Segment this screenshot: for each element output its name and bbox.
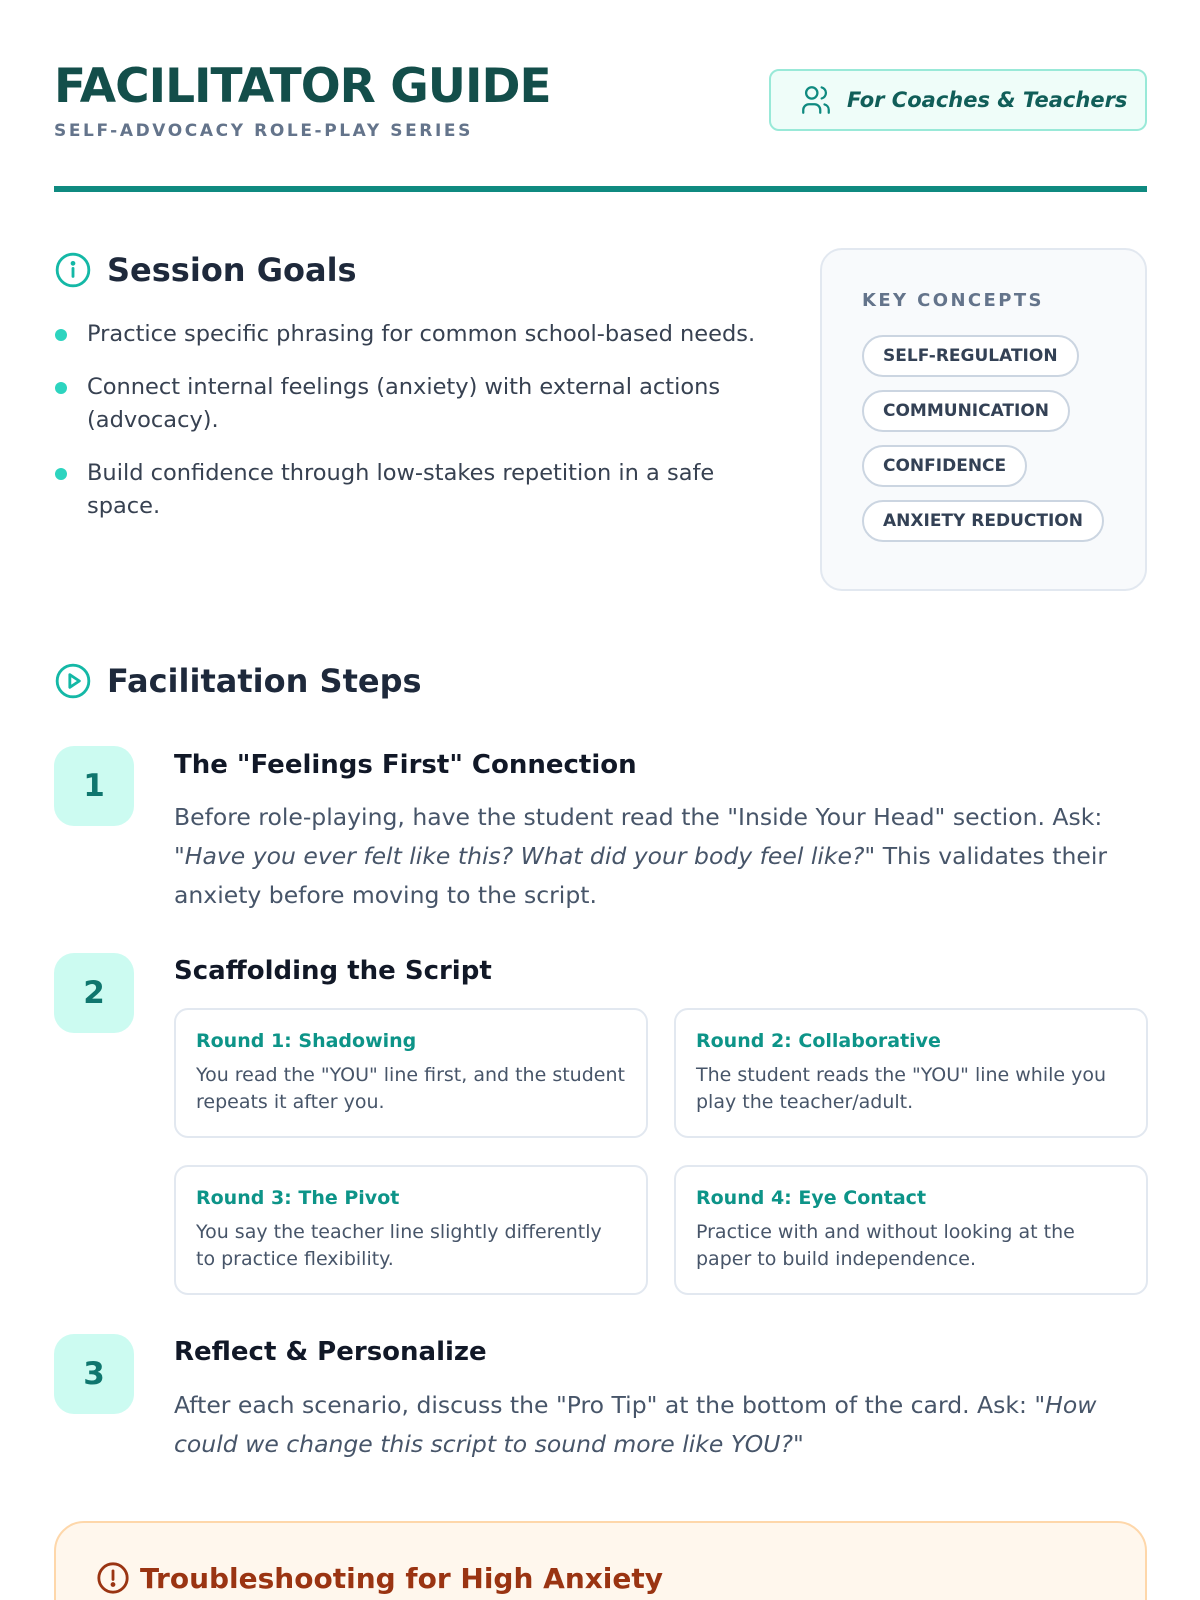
list-item: Connect internal feelings (anxiety) with external actions (advocacy). [54, 371, 764, 437]
step-quote: "Have you ever felt like this? What did your body feel like?" [174, 842, 876, 870]
step-title: The "Feelings First" Connection [174, 750, 637, 780]
round-title: Round 3: The Pivot [196, 1187, 400, 1209]
round-card [674, 1008, 1148, 1138]
concept-tag: ANXIETY REDUCTION [862, 500, 1104, 542]
list-item: Practice specific phrasing for common school-based needs. [54, 318, 764, 351]
step-title: Scaffolding the Script [174, 956, 492, 986]
list-item: Build confidence through low-stakes repetition in a safe space. [54, 457, 764, 523]
facilitation-steps-heading [54, 662, 422, 700]
users-icon [799, 82, 835, 118]
key-concepts-panel [820, 248, 1147, 591]
concept-tag: CONFIDENCE [862, 445, 1027, 487]
bullet-dot [55, 382, 67, 394]
alert-circle-icon [96, 1561, 130, 1595]
round-title: Round 1: Shadowing [196, 1030, 417, 1052]
round-card [674, 1165, 1148, 1295]
step-quote: "How could we change this script to sound more like YOU?" [174, 1391, 1097, 1458]
round-title: Round 2: Collaborative [696, 1030, 941, 1052]
round-title: Round 4: Eye Contact [696, 1187, 927, 1209]
page-title: FACILITATOR GUIDE [54, 59, 551, 114]
header-divider [54, 186, 1147, 192]
round-description: The student reads the "YOU" line while you play the teacher/adult. [696, 1064, 1107, 1113]
round-description: You say the teacher line slightly differently to practice flexibility. [196, 1221, 602, 1270]
concept-tag: SELF-REGULATION [862, 335, 1079, 377]
round-card [174, 1008, 648, 1138]
step-description: Before role-playing, have the student read the "Inside Your Head" section. Ask: "Have you ever felt like this? What did your body feel like?" This validates their anxiety before moving to the script. [174, 803, 1108, 909]
step-number-badge: 1 [54, 746, 134, 826]
step-description: After each scenario, discuss the "Pro Tip" at the bottom of the card. Ask: "How could we change this script to sound more like YOU?" [174, 1391, 1097, 1458]
round-card [174, 1165, 648, 1295]
troubleshooting-callout [54, 1521, 1147, 1600]
round-description: You read the "YOU" line first, and the student repeats it after you. [196, 1064, 625, 1113]
round-description: Practice with and without looking at the paper to build independence. [696, 1221, 1075, 1270]
page-subtitle: SELF-ADVOCACY ROLE-PLAY SERIES [54, 121, 473, 141]
audience-badge [769, 69, 1147, 131]
goals-list [54, 318, 764, 543]
facilitation-steps-title: Facilitation Steps [107, 662, 422, 700]
bullet-dot [55, 468, 67, 480]
info-circle-icon [54, 251, 92, 289]
facilitator-guide-page [54, 0, 1147, 1600]
session-goals-heading [54, 251, 357, 289]
page-header [54, 56, 1147, 176]
step-title: Reflect & Personalize [174, 1337, 487, 1367]
bullet-dot [55, 329, 67, 341]
troubleshooting-heading [96, 1561, 663, 1595]
audience-badge-label: For Coaches & Teachers [847, 88, 1128, 112]
concept-tag: COMMUNICATION [862, 390, 1070, 432]
step-number-badge: 2 [54, 953, 134, 1033]
session-goals-title: Session Goals [107, 251, 357, 289]
key-concepts-heading: KEY CONCEPTS [862, 290, 1044, 311]
troubleshooting-title: Troubleshooting for High Anxiety [140, 1561, 664, 1595]
play-circle-icon [54, 662, 92, 700]
step-number-badge: 3 [54, 1334, 134, 1414]
